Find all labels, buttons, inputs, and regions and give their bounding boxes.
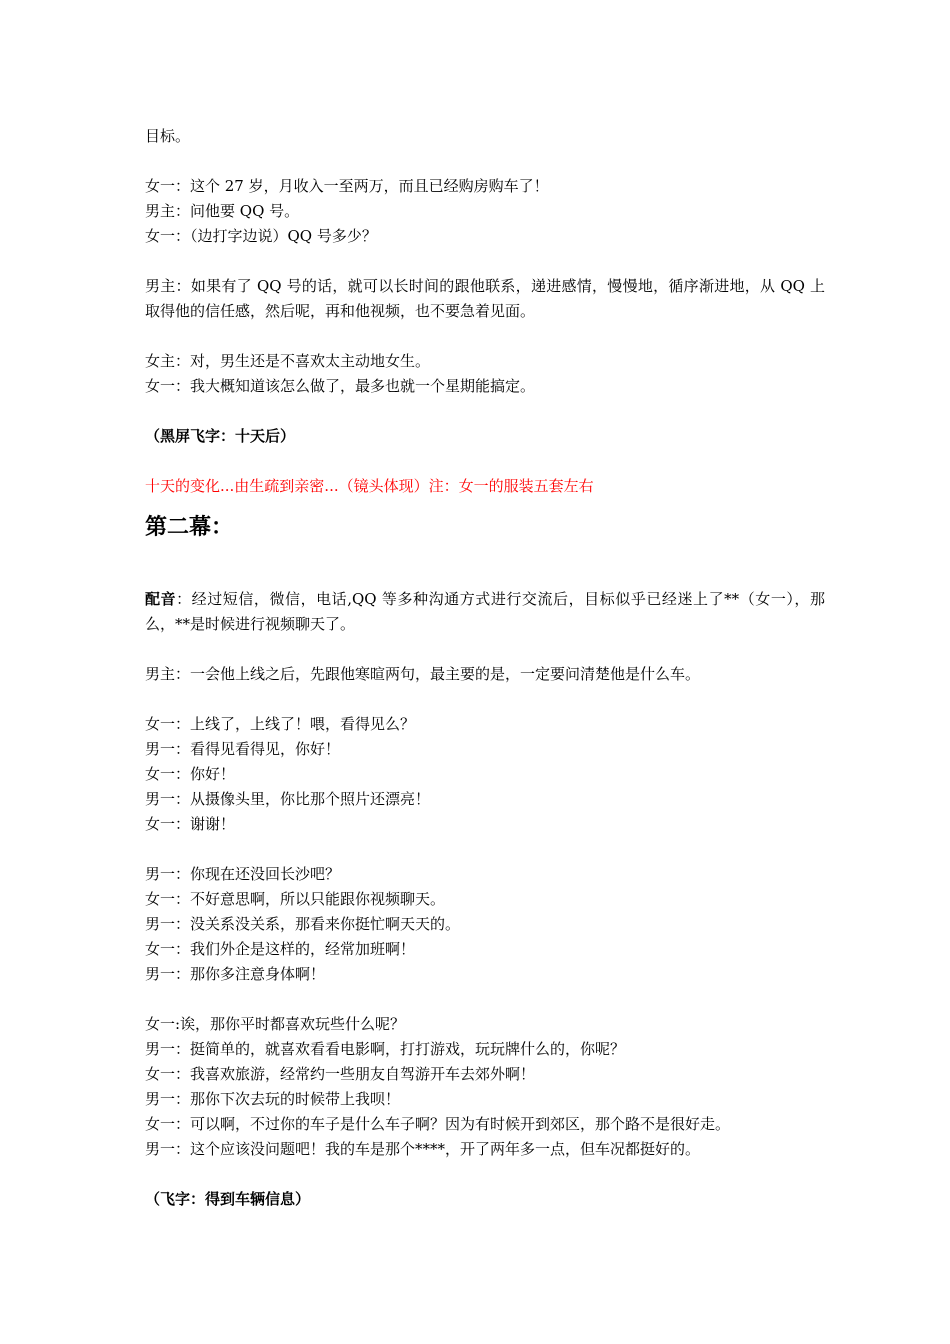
dialogue-line: 男主：问他要 QQ 号。: [145, 202, 300, 220]
dialogue-line: 女一：上线了，上线了！喂，看得见么？: [145, 715, 416, 733]
dialogue-line: 男主：一会他上线之后，先跟他寒暄两句，最主要的是，一定要问清楚他是什么车。: [145, 665, 701, 683]
dialogue-line: 男一：看得见看得见，你好！: [145, 740, 341, 758]
dialogue-line: 男一：你现在还没回长沙吧？: [145, 865, 341, 883]
dialogue-line: 女一：可以啊，不过你的车子是什么车子啊？因为有时候开到郊区，那个路不是很好走。: [145, 1115, 731, 1133]
dialogue-line: 女一：我大概知道该怎么做了，最多也就一个星期能搞定。: [145, 377, 536, 395]
dialogue-line: 女一：不好意思啊，所以只能跟你视频聊天。: [145, 890, 446, 908]
document-page: [145, 124, 825, 1212]
dialogue-line: 女主：对，男生还是不喜欢太主动地女生。: [145, 352, 431, 370]
voiceover-label: 配音: [145, 590, 177, 608]
dialogue-line: 男一：那你下次去玩的时候带上我呗！: [145, 1090, 401, 1108]
dialogue-paragraph: 男主：如果有了 QQ 号的话，就可以长时间的跟他联系，递进感情，慢慢地，循序渐进地，从 QQ 上取得他的信任感，然后呢，再和他视频，也不要急着见面。: [145, 277, 825, 320]
dialogue-line: 男一：没关系没关系，那看来你挺忙啊天天的。: [145, 915, 461, 933]
dialogue-line: 男一：从摄像头里，你比那个照片还漂亮！: [145, 790, 431, 808]
dialogue-line: 男一：挺简单的，就喜欢看看电影啊，打打游戏，玩玩牌什么的，你呢？: [145, 1040, 626, 1058]
black-screen-caption: （黑屏飞字：十天后）: [145, 427, 296, 445]
dialogue-line: 女一：这个 27 岁，月收入一至两万，而且已经购房购车了！: [145, 177, 549, 195]
dialogue-line: 女一：我喜欢旅游，经常约一些朋友自驾游开车去郊外啊！: [145, 1065, 536, 1083]
dialogue-line: 男一：这个应该没问题吧！我的车是那个****，开了两年多一点，但车况都挺好的。: [145, 1140, 701, 1158]
dialogue-line: 女一:诶，那你平时都喜欢玩些什么呢？: [145, 1015, 406, 1033]
voiceover-text: ：经过短信，微信，电话,QQ 等多种沟通方式进行交流后，目标似乎已经迷上了**（女一），那么，**是时候进行视频聊天了。: [145, 590, 825, 633]
dialogue-line: 女一：（边打字边说）QQ 号多少？: [145, 227, 377, 245]
dialogue-line: 男一：那你多注意身体啊！: [145, 965, 326, 983]
intro-tail: 目标。: [145, 127, 191, 145]
voiceover-paragraph: [145, 587, 825, 637]
fly-caption: （飞字：得到车辆信息）: [145, 1190, 311, 1208]
dialogue-line: 女一：你好！: [145, 765, 236, 783]
dialogue-line: 女一：我们外企是这样的，经常加班啊！: [145, 940, 416, 958]
dialogue-line: 女一：谢谢！: [145, 815, 236, 833]
red-note: 十天的变化...由生疏到亲密...（镜头体现）注：女一的服装五套左右: [145, 477, 594, 495]
scene-title: 第二幕：: [145, 514, 234, 540]
